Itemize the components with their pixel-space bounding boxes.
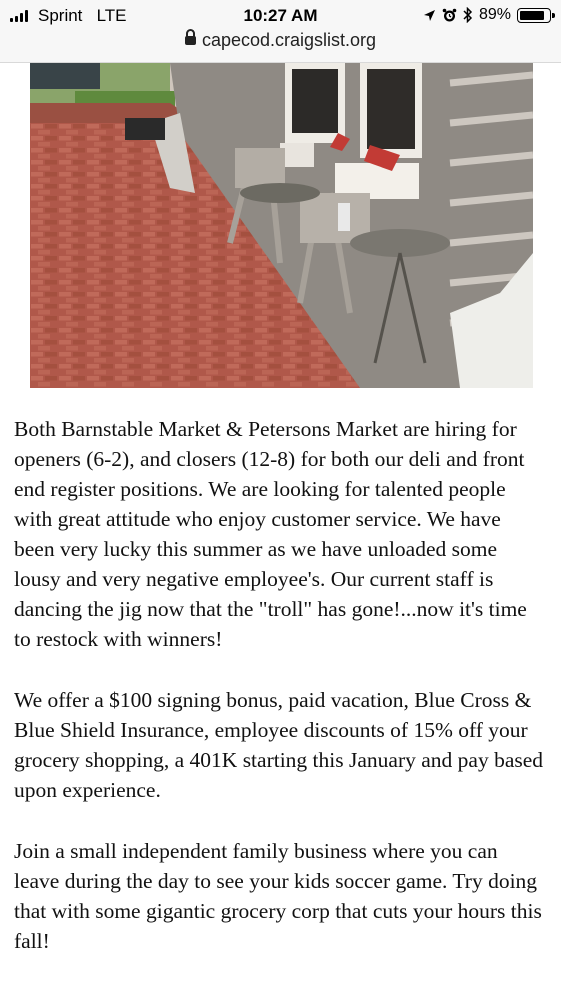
posting-paragraph-benefits: We offer a $100 signing bonus, paid vacation, Blue Cross & Blue Shield Insurance, employee discounts of 15% off your grocery shopping, a 401K starting this January and pay based upon experience.	[14, 688, 544, 802]
listing-photo	[30, 63, 533, 388]
storefront-photo	[30, 63, 533, 388]
address-bar[interactable]	[0, 30, 561, 56]
posting-paragraph-hiring: Both Barnstable Market & Petersons Market are hiring for openers (6-2), and closers (12-8) for both our deli and front end register positions. We are looking for talented people with great attitude who enjoy customer service. We have been very lucky this summer as we have unloaded some lousy and very negative employee's. Our current staff is dancing the jig now that the "troll" has gone!...now it's time to restock with winners!	[14, 417, 527, 651]
battery-percent: 89%	[478, 6, 511, 23]
status-time: 10:27 AM	[243, 6, 318, 25]
ios-status-bar	[0, 0, 561, 63]
status-right-icons	[423, 6, 551, 24]
battery-level	[520, 11, 544, 20]
bluetooth-icon	[463, 7, 473, 23]
posting-paragraph-pitch: Join a small independent family business where you can leave during the day to see your kids soccer game. Try doing that with some gigantic grocery corp that cuts your hours this fall!	[14, 839, 542, 953]
url-text: capecod.craigslist.org	[201, 30, 377, 50]
network-type: LTE	[96, 6, 127, 25]
posting-body	[14, 414, 546, 987]
battery-icon	[517, 8, 551, 23]
status-row	[0, 4, 561, 28]
alarm-clock-icon	[442, 8, 457, 23]
location-arrow-icon	[423, 9, 436, 22]
lock-icon	[185, 36, 196, 45]
carrier-name: Sprint	[38, 6, 83, 25]
